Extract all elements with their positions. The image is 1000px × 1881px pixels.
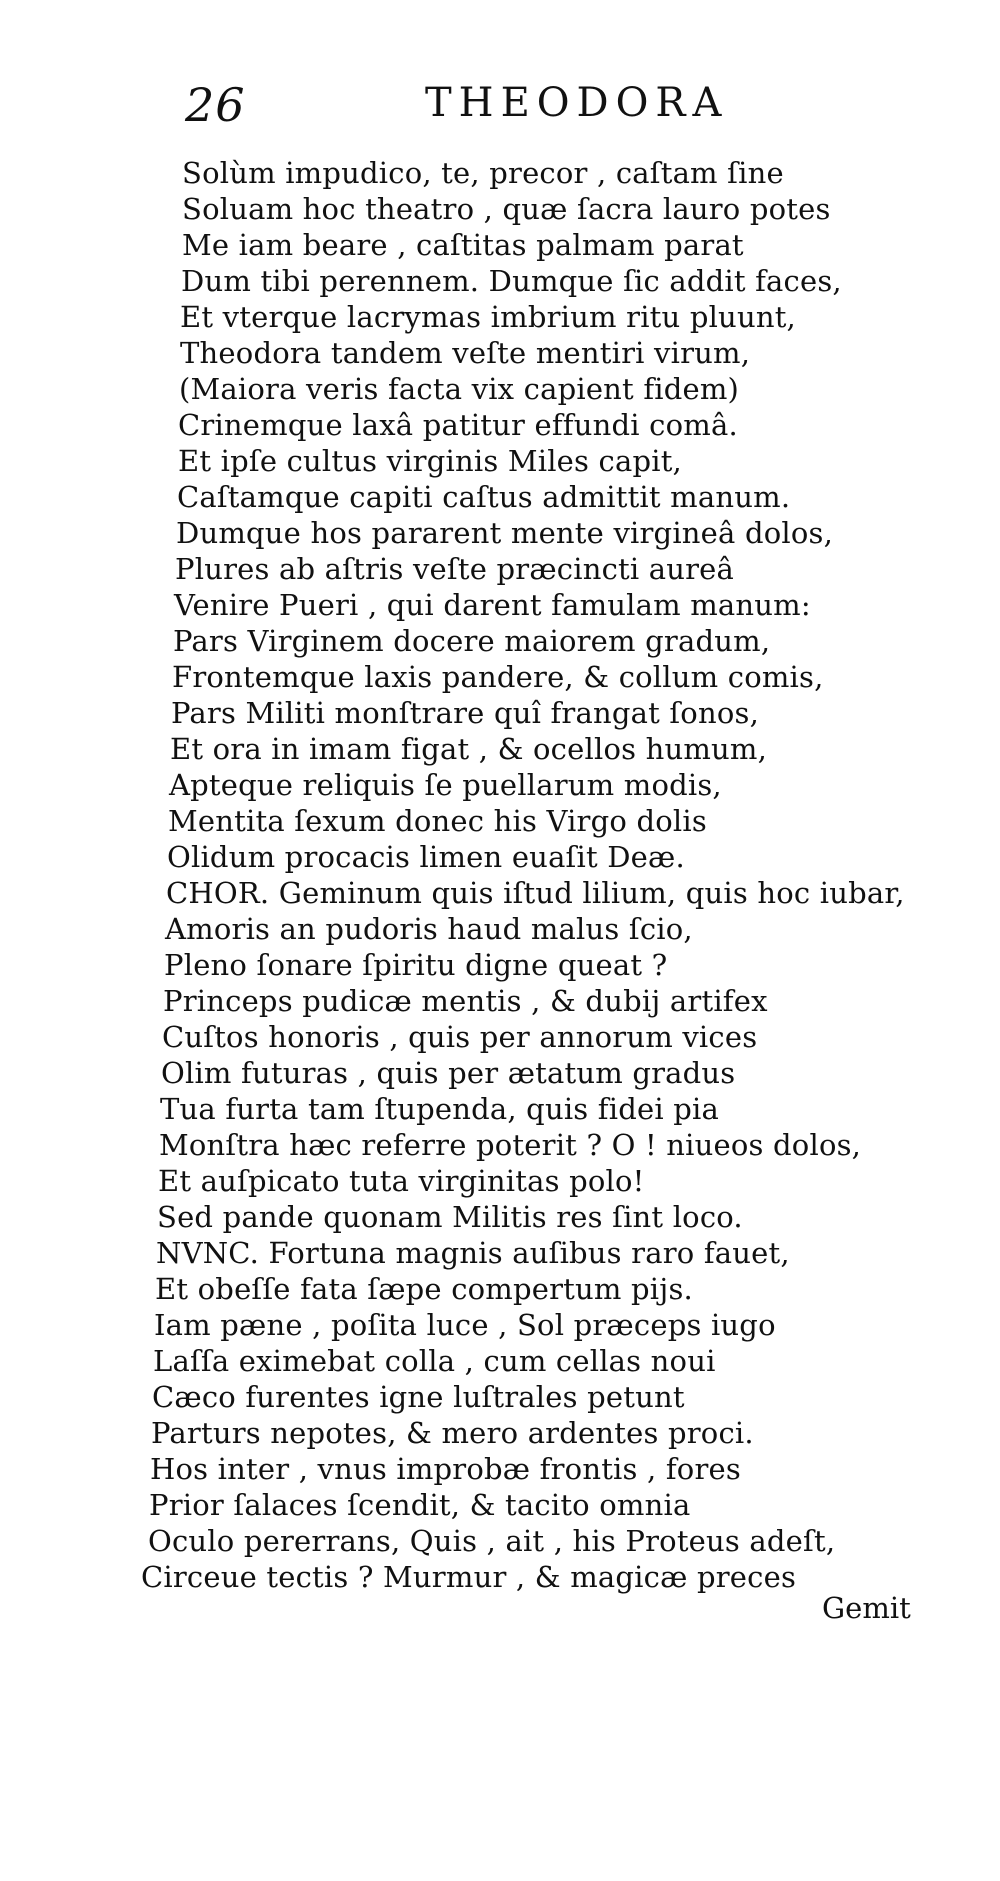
running-title: THEODORA	[425, 80, 729, 126]
verse-line: Et auſpicato tuta virginitas polo!	[158, 1164, 645, 1198]
verse-line: NVNC. Fortuna magnis auſibus raro fauet,	[156, 1236, 790, 1270]
verse-line: Pars Militi monſtrare quî frangat ſonos,	[171, 696, 759, 730]
verse-line: Prior ſalaces ſcendit, & tacito omnia	[149, 1488, 691, 1522]
verse-line: Et ora in imam figat , & ocellos humum,	[170, 732, 768, 766]
page-number: 26	[185, 78, 246, 132]
verse-line: Venire Pueri , qui darent famulam manum:	[174, 588, 811, 622]
verse-line: Monſtra hæc referre poterit ? O ! niueos dolos,	[159, 1128, 862, 1162]
verse-line: Pars Virginem docere maiorem gradum,	[173, 624, 771, 658]
verse-line: Circeue tectis ? Murmur , & magicæ preces	[141, 1560, 797, 1594]
verse-line: Amoris an pudoris haud malus ſcio,	[165, 912, 693, 946]
verse-line: Crinemque laxâ patitur effundi comâ.	[178, 408, 738, 442]
verse-line: Me iam beare , caſtitas palmam parat	[182, 228, 744, 262]
verse-line: Oculo pererrans, Quis , ait , his Proteus adeſt,	[148, 1524, 836, 1558]
verse-line: Hos inter , vnus improbæ frontis , fores	[150, 1452, 741, 1486]
verse-line: Frontemque laxis pandere, & collum comis,	[172, 660, 824, 694]
verse-line: Parturs nepotes, & mero ardentes proci.	[151, 1416, 754, 1450]
verse-line: Et obeſſe fata ſæpe compertum pijs.	[155, 1272, 693, 1306]
verse-line: Cæco furentes igne luſtrales petunt	[152, 1380, 685, 1414]
verse-line: Pleno ſonare ſpiritu digne queat ?	[164, 948, 668, 982]
verse-line: (Maiora veris facta vix capient fidem)	[179, 372, 740, 406]
verse-line: Dumque hos pararent mente virgineâ dolos,	[176, 516, 834, 550]
verse-line: Caſtamque capiti caſtus admittit manum.	[177, 480, 791, 514]
verse-line: Tua furta tam ſtupenda, quis fidei pia	[160, 1092, 719, 1126]
verse-line: Dum tibi perennem. Dumque ſic addit faces,	[181, 264, 842, 298]
verse-line: Princeps pudicæ mentis , & dubij artifex	[163, 984, 768, 1018]
verse-line: Iam pæne , poſita luce , Sol præceps iugo	[154, 1308, 776, 1342]
verse-line: Sed pande quonam Militis res ſint loco.	[157, 1200, 743, 1234]
verse-line: Plures ab aſtris veſte præcincti aureâ	[175, 552, 735, 586]
verse-line: Laſſa eximebat colla , cum cellas noui	[153, 1344, 716, 1378]
verse-line: Et ipſe cultus virginis Miles capit,	[178, 444, 682, 478]
verse-line: CHOR. Geminum quis iſtud lilium, quis hoc iubar,	[166, 876, 905, 910]
verse-line: Soluam hoc theatro , quæ ſacra lauro potes	[182, 192, 831, 226]
verse-line: Apteque reliquis ſe puellarum modis,	[169, 768, 722, 802]
verse-line: Mentita ſexum donec his Virgo dolis	[168, 804, 707, 838]
page-header	[0, 78, 1000, 138]
verse-line: Solùm impudico, te, precor , caſtam ſine	[182, 156, 784, 190]
verse-line: Et vterque lacrymas imbrium ritu pluunt,	[180, 300, 796, 334]
verse-line: Theodora tandem veſte mentiri virum,	[180, 336, 751, 370]
verse-line: Cuſtos honoris , quis per annorum vices	[162, 1020, 758, 1054]
verse-line: Olidum procacis limen euaſit Deæ.	[167, 840, 685, 874]
verse-line: Olim futuras , quis per ætatum gradus	[161, 1056, 736, 1090]
catchword: Gemit	[822, 1591, 911, 1625]
